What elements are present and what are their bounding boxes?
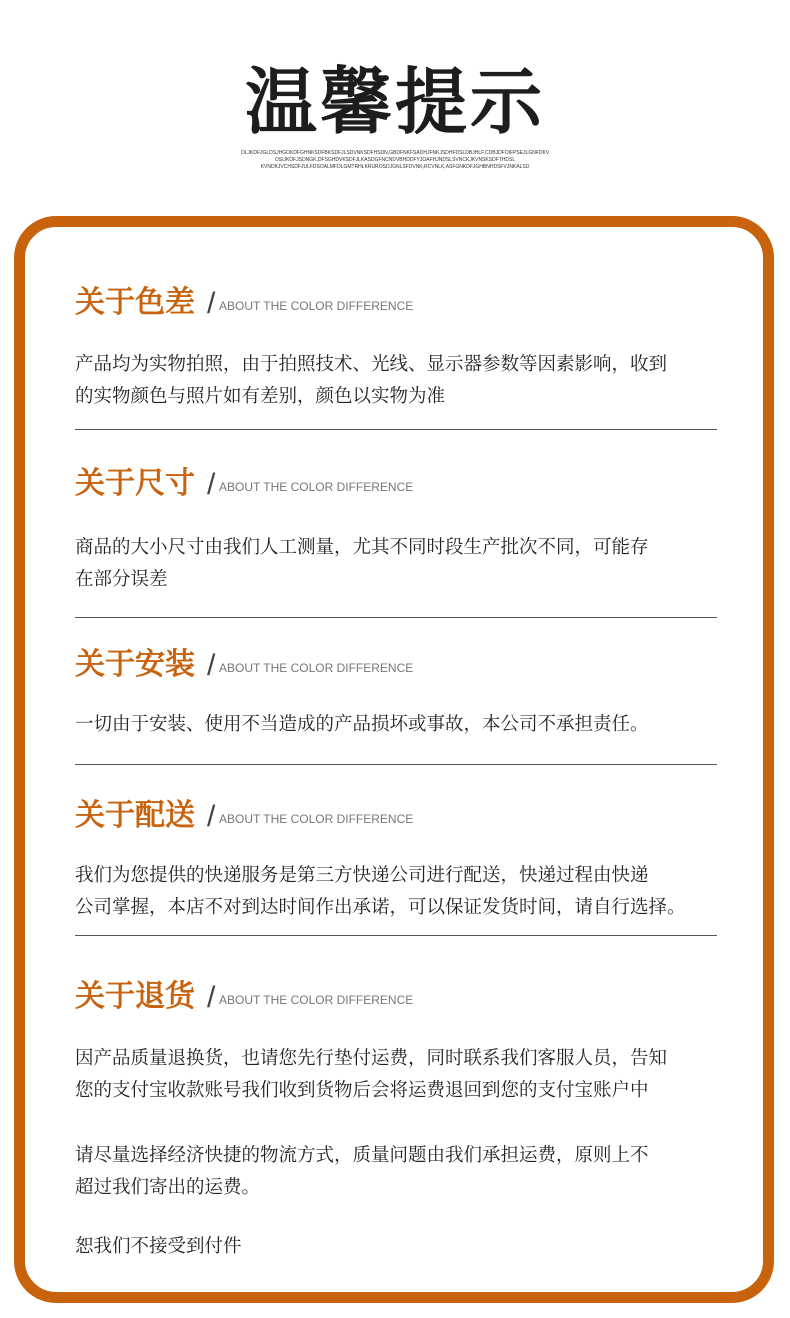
- slash-separator: /: [207, 981, 216, 1014]
- section-divider: [75, 935, 717, 936]
- decorative-tiny-text-1: OLJKDFJGLDSJHGOKDFGHNKSDFBKSDFJLSDVNKSDFHSDN,GBDFNKFSADHJFNKJSDHFDSLDBJHLF.CDBJDFOIFPSEJLGNFDKV: [240, 150, 550, 156]
- section-title: 关于配送: [75, 798, 195, 833]
- section-subtitle: ABOUT THE COLOR DIFFERENCE: [219, 812, 414, 826]
- section-installation: [75, 645, 717, 741]
- section-text-line: 您的支付宝收款账号我们收到货物后会将运费退回到您的支付宝账户中: [75, 1080, 649, 1101]
- section-title: 关于尺寸: [75, 466, 195, 501]
- section-text-line: 恕我们不接受到付件: [75, 1236, 242, 1257]
- section-text-line: 一切由于安装、使用不当造成的产品损坏或事故，本公司不承担责任。: [75, 714, 649, 735]
- section-title: 关于退货: [75, 979, 195, 1014]
- section-heading: [75, 645, 717, 685]
- section-text-line: 请尽量选择经济快捷的物流方式，质量问题由我们承担运费，原则上不: [75, 1145, 649, 1166]
- section-text-line: 的实物颜色与照片如有差别，颜色以实物为准: [75, 386, 446, 407]
- section-heading: [75, 283, 717, 323]
- section-returns: [75, 977, 717, 1263]
- section-subtitle: ABOUT THE COLOR DIFFERENCE: [219, 299, 414, 313]
- section-divider: [75, 764, 717, 765]
- section-title: 关于安装: [75, 647, 195, 682]
- section-title: 关于色差: [75, 285, 195, 320]
- decorative-tiny-text-2: OSIJKOFJSDNGK,DFSGHDVKSDFJLKASDGFNCNDVBHDDFYJOAFHJNDSLSVNCKJKVNSKSDFTHDSL: [274, 157, 516, 163]
- page-title: 温馨提示: [244, 60, 545, 144]
- section-heading: [75, 796, 717, 836]
- section-subtitle: ABOUT THE COLOR DIFFERENCE: [219, 993, 414, 1007]
- section-divider: [75, 617, 717, 618]
- section-heading: [75, 464, 717, 504]
- slash-separator: /: [207, 468, 216, 501]
- section-delivery: [75, 796, 717, 924]
- section-size: [75, 464, 717, 596]
- section-subtitle: ABOUT THE COLOR DIFFERENCE: [219, 661, 414, 675]
- section-text-line: 我们为您提供的快递服务是第三方快递公司进行配送，快递过程由快递: [75, 865, 649, 886]
- section-text-line: 在部分误差: [75, 569, 168, 590]
- slash-separator: /: [207, 800, 216, 833]
- section-text-line: 因产品质量退换货，也请您先行垫付运费，同时联系我们客服人员，告知: [75, 1048, 668, 1069]
- section-text-line: 超过我们寄出的运费。: [75, 1177, 261, 1198]
- section-color-difference: [75, 283, 717, 413]
- section-heading: [75, 977, 717, 1017]
- section-subtitle: ABOUT THE COLOR DIFFERENCE: [219, 480, 414, 494]
- section-text-line: 商品的大小尺寸由我们人工测量，尤其不同时段生产批次不同，可能存: [75, 537, 649, 558]
- decorative-tiny-text-3: KVNDKJVCHSDFJULFDSOALMFDLGMTRHLKRUROSDJGNLSFDVNK,RCVNLK,ASFGNKDFJGHBNHDSFVJNKALSD: [260, 164, 530, 170]
- section-text-line: 产品均为实物拍照，由于拍照技术、光线、显示器参数等因素影响，收到: [75, 354, 668, 375]
- slash-separator: /: [207, 287, 216, 320]
- section-divider: [75, 429, 717, 430]
- section-text-line: 公司掌握，本店不对到达时间作出承诺，可以保证发货时间，请自行选择。: [75, 897, 686, 918]
- slash-separator: /: [207, 649, 216, 682]
